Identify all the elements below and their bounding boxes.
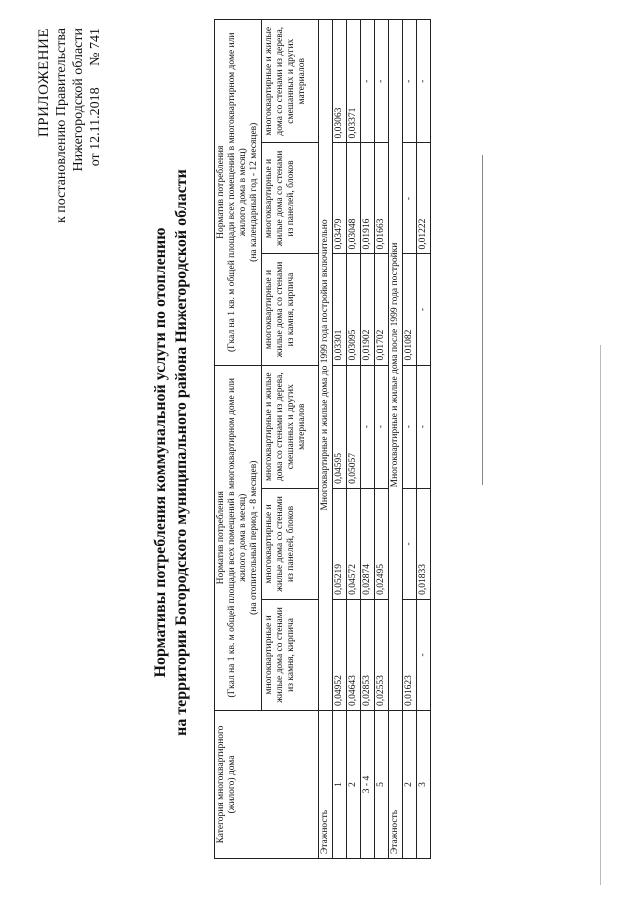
value-cell: 0,02553 [375, 599, 389, 710]
table-row [333, 20, 347, 859]
value-cell: - [417, 365, 431, 488]
section-heading: Многоквартирные и жилые дома после 1999 года постройки [389, 20, 403, 711]
table-row [417, 20, 431, 859]
annex-line-2: Нижегородской области [71, 28, 86, 172]
value-cell: - [403, 488, 417, 599]
value-cell: 0,01222 [417, 143, 431, 254]
value-cell: - [417, 20, 431, 143]
document-title [150, 0, 192, 905]
value-cell: 0,02874 [361, 488, 375, 599]
value-cell: 0,03063 [333, 20, 347, 143]
value-cell: 0,01916 [361, 143, 375, 254]
annex-prefix: от [88, 153, 103, 167]
value-cell: - [403, 143, 417, 254]
annex-header [36, 28, 104, 223]
table-row [361, 20, 375, 859]
subcol-header: многоквартирные и жилые дома со стенами из панелей, блоков [262, 488, 319, 599]
floor-cell: 2 [347, 710, 361, 858]
value-cell: - [375, 20, 389, 143]
value-cell: 0,01702 [375, 254, 389, 365]
value-cell: 0,04572 [347, 488, 361, 599]
section-row [319, 20, 333, 859]
annex-date-line [87, 28, 104, 223]
value-cell: 0,01623 [403, 599, 417, 710]
floor-cell: 2 [403, 710, 417, 858]
header-row-groups [215, 20, 262, 859]
group-heating-l1: Норматив потребления [216, 491, 226, 585]
table-row [403, 20, 417, 859]
value-cell: - [403, 20, 417, 143]
group-heating-l3: (на отопительный период - 8 месяцев) [249, 460, 259, 615]
section-label: Этажность [319, 710, 333, 858]
value-cell: - [375, 365, 389, 488]
value-cell: 0,01833 [417, 488, 431, 599]
subcol-header: многоквартирные и жилые дома со стенами из дерева, смешанных и других материалов [262, 365, 319, 488]
value-cell: - [403, 365, 417, 488]
title-line-1: Нормативы потребления коммунальной услуги по отоплению [152, 227, 169, 678]
annex-line-1: к постановлению Правительства [54, 28, 69, 224]
value-cell: 0,05219 [333, 488, 347, 599]
subcol-header: многоквартирные и жилые дома со стенами из камня, кирпича [262, 254, 319, 365]
subcol-header: многоквартирные и жилые дома со стенами из дерева, смешанных и других материалов [262, 20, 319, 143]
annex-date: 12.11.2018 [88, 87, 103, 150]
subcol-header: многоквартирные и жилые дома со стенами из панелей, блоков [262, 143, 319, 254]
decorative-rule [482, 155, 483, 485]
value-cell: - [417, 254, 431, 365]
value-cell: 0,05057 [347, 365, 361, 488]
floor-cell: 5 [375, 710, 389, 858]
value-cell: - [417, 599, 431, 710]
col-category-header: Категория многоквартирного (жилого) дома [215, 710, 319, 858]
group-year-l3: (на календарный год - 12 месяцев) [249, 122, 259, 262]
group-year-l1: Норматив потребления [216, 145, 226, 239]
group-year-l2: (Гкал на 1 кв. м общей площади всех помещений в многоквартирном доме или жилого дома в месяц) [227, 32, 248, 352]
table-row [375, 20, 389, 859]
value-cell: 0,03371 [347, 20, 361, 143]
value-cell: 0,04595 [333, 365, 347, 488]
decorative-rule [600, 345, 601, 885]
group-heating-header [215, 365, 262, 710]
floor-cell: 3 - 4 [361, 710, 375, 858]
annex-heading: ПРИЛОЖЕНИЕ [36, 28, 52, 138]
floor-cell: 3 [417, 710, 431, 858]
section-heading: Многоквартирные и жилые дома до 1999 года постройки включительно [319, 20, 333, 711]
title-line-2: на территории Богородского муниципального района Нижегородской области [173, 169, 190, 736]
value-cell: 0,01663 [375, 143, 389, 254]
section-label: Этажность [389, 710, 403, 858]
value-cell: 0,03301 [333, 254, 347, 365]
value-cell: 0,03479 [333, 143, 347, 254]
group-year-header [215, 20, 262, 366]
value-cell: 0,01902 [361, 254, 375, 365]
value-cell: 0,04643 [347, 599, 361, 710]
value-cell: 0,03095 [347, 254, 361, 365]
value-cell: - [361, 365, 375, 488]
table-row [347, 20, 361, 859]
value-cell: 0,04952 [333, 599, 347, 710]
value-cell: 0,02495 [375, 488, 389, 599]
value-cell: 0,02853 [361, 599, 375, 710]
subcol-header: многоквартирные и жилые дома со стенами из камня, кирпича [262, 599, 319, 710]
annex-number: № 741 [88, 28, 103, 66]
group-heating-l2: (Гкал на 1 кв. м общей площади всех помещений в многоквартирном доме или жилого дома в месяц) [227, 378, 248, 698]
value-cell: 0,03048 [347, 143, 361, 254]
section-row [389, 20, 403, 859]
floor-cell: 1 [333, 710, 347, 858]
norms-table [214, 19, 431, 859]
value-cell: 0,01082 [403, 254, 417, 365]
value-cell: - [361, 20, 375, 143]
